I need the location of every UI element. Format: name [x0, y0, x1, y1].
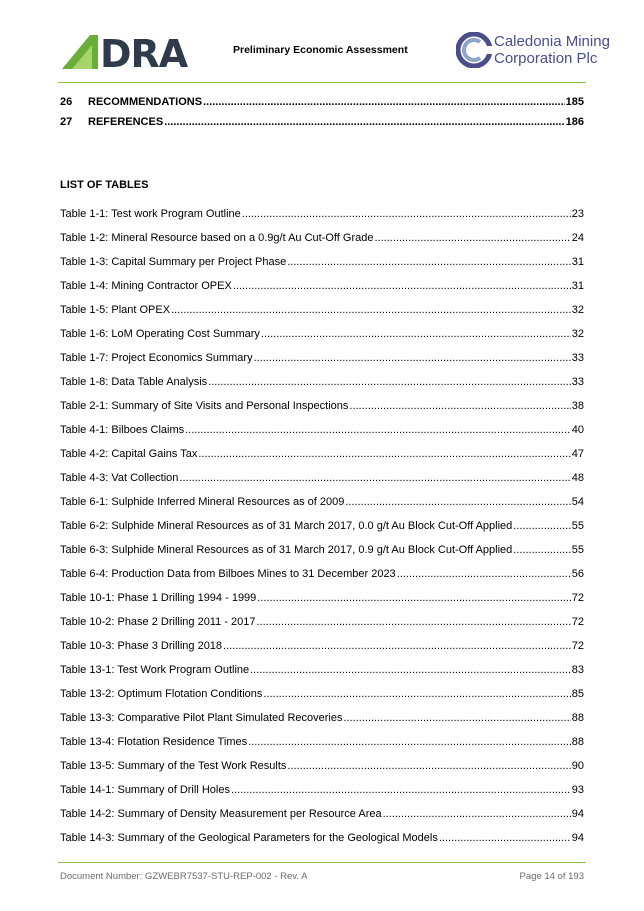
table-entry-label: Table 14-2: Summary of Density Measurement per Resource Area — [60, 808, 382, 820]
table-entry-page: 48 — [571, 472, 584, 484]
table-list-entry[interactable] — [60, 423, 584, 437]
table-list-entry[interactable] — [60, 255, 584, 269]
table-list-entry[interactable] — [60, 543, 584, 557]
toc-leader-dots — [287, 255, 571, 269]
table-entry-label: Table 6-1: Sulphide Inferred Mineral Resources as of 2009 — [60, 496, 345, 508]
toc-leader-dots — [345, 495, 570, 509]
toc-leader-dots — [203, 95, 565, 109]
table-entry-page: 40 — [571, 424, 584, 436]
table-entry-label: Table 10-3: Phase 3 Drilling 2018 — [60, 640, 223, 652]
toc-page-number: 185 — [565, 96, 584, 108]
table-list-entry[interactable] — [60, 303, 584, 317]
toc-page-number: 186 — [565, 116, 584, 128]
toc-leader-dots — [248, 735, 571, 749]
table-entry-page: 72 — [571, 640, 584, 652]
page-number: Page 14 of 193 — [519, 871, 584, 882]
table-list-entry[interactable] — [60, 639, 584, 653]
table-entry-label: Table 1-4: Mining Contractor OPEX — [60, 280, 232, 292]
table-entry-label: Table 13-2: Optimum Flotation Conditions — [60, 688, 263, 700]
table-entry-page: 94 — [571, 808, 584, 820]
toc-section-entry[interactable] — [60, 95, 584, 109]
table-entry-page: 85 — [571, 688, 584, 700]
table-list-entry[interactable] — [60, 615, 584, 629]
caledonia-logo-line1: Caledonia Mining — [494, 33, 610, 50]
toc-leader-dots — [261, 327, 571, 341]
toc-leader-dots — [179, 471, 570, 485]
table-list-entry[interactable] — [60, 807, 584, 821]
table-entry-page: 55 — [571, 520, 584, 532]
toc-section-number: 27 — [60, 116, 73, 128]
table-list-entry[interactable] — [60, 519, 584, 533]
document-number: Document Number: GZWEBR7537-STU-REP-002 - Rev. A — [60, 871, 308, 882]
toc-section-title: REFERENCES — [88, 116, 164, 128]
table-list-entry[interactable] — [60, 735, 584, 749]
table-entry-page: 54 — [571, 496, 584, 508]
toc-leader-dots — [198, 447, 570, 461]
toc-leader-dots — [185, 423, 571, 437]
table-entry-label: Table 14-1: Summary of Drill Holes — [60, 784, 230, 796]
table-entry-page: 31 — [571, 280, 584, 292]
toc-leader-dots — [287, 759, 570, 773]
table-entry-page: 90 — [571, 760, 584, 772]
caledonia-logo-line2: Corporation Plc — [494, 50, 598, 67]
page-header — [0, 0, 644, 80]
table-entry-page: 56 — [571, 568, 584, 580]
table-entry-label: Table 6-4: Production Data from Bilboes Mines to 31 December 2023 — [60, 568, 396, 580]
dra-logo-text: DRA — [100, 33, 188, 69]
table-list-entry[interactable] — [60, 495, 584, 509]
toc-leader-dots — [513, 543, 570, 557]
table-list-entry[interactable] — [60, 567, 584, 581]
dra-logo — [62, 33, 198, 69]
toc-leader-dots — [233, 279, 571, 293]
table-entry-page: 33 — [571, 376, 584, 388]
table-entry-page: 24 — [571, 232, 584, 244]
toc-leader-dots — [171, 303, 571, 317]
table-list-entry[interactable] — [60, 399, 584, 413]
toc-leader-dots — [223, 639, 571, 653]
table-entry-page: 47 — [571, 448, 584, 460]
table-list-entry[interactable] — [60, 831, 584, 845]
toc-leader-dots — [242, 207, 571, 221]
toc-section-title: RECOMMENDATIONS — [88, 96, 203, 108]
table-entry-label: Table 4-2: Capital Gains Tax — [60, 448, 198, 460]
table-list-entry[interactable] — [60, 231, 584, 245]
table-entry-page: 94 — [571, 832, 584, 844]
table-list-entry[interactable] — [60, 711, 584, 725]
table-list-entry[interactable] — [60, 447, 584, 461]
table-entry-label: Table 2-1: Summary of Site Visits and Personal Inspections — [60, 400, 349, 412]
table-entry-label: Table 1-8: Data Table Analysis — [60, 376, 208, 388]
toc-leader-dots — [254, 351, 571, 365]
toc-section-entry[interactable] — [60, 115, 584, 129]
header-divider — [58, 82, 586, 83]
toc-leader-dots — [383, 807, 571, 821]
table-entry-label: Table 1-5: Plant OPEX — [60, 304, 171, 316]
table-entry-page: 55 — [571, 544, 584, 556]
table-list-entry[interactable] — [60, 351, 584, 365]
toc-leader-dots — [397, 567, 571, 581]
table-list-entry[interactable] — [60, 783, 584, 797]
toc-leader-dots — [263, 687, 570, 701]
table-entry-page: 88 — [571, 712, 584, 724]
toc-leader-dots — [349, 399, 570, 413]
toc-leader-dots — [343, 711, 570, 725]
list-of-tables-heading: LIST OF TABLES — [60, 179, 149, 191]
table-list-entry[interactable] — [60, 375, 584, 389]
table-entry-page: 31 — [571, 256, 584, 268]
table-list-entry[interactable] — [60, 207, 584, 221]
table-entry-page: 72 — [571, 592, 584, 604]
table-entry-label: Table 1-1: Test work Program Outline — [60, 208, 241, 220]
toc-leader-dots — [513, 519, 570, 533]
table-list-entry[interactable] — [60, 591, 584, 605]
toc-leader-dots — [256, 615, 570, 629]
table-list-entry[interactable] — [60, 471, 584, 485]
toc-leader-dots — [250, 663, 571, 677]
toc-leader-dots — [164, 115, 564, 129]
table-list-entry[interactable] — [60, 279, 584, 293]
table-entry-label: Table 6-3: Sulphide Mineral Resources as of 31 March 2017, 0.9 g/t Au Block Cut-Off Applied — [60, 544, 513, 556]
footer-divider — [58, 862, 586, 863]
table-list-entry[interactable] — [60, 663, 584, 677]
table-entry-label: Table 1-2: Mineral Resource based on a 0.9g/t Au Cut-Off Grade — [60, 232, 374, 244]
toc-leader-dots — [374, 231, 570, 245]
table-entry-label: Table 1-7: Project Economics Summary — [60, 352, 253, 364]
table-entry-label: Table 1-6: LoM Operating Cost Summary — [60, 328, 260, 340]
table-entry-page: 33 — [571, 352, 584, 364]
table-entry-label: Table 4-1: Bilboes Claims — [60, 424, 185, 436]
toc-leader-dots — [231, 783, 571, 797]
table-entry-label: Table 1-3: Capital Summary per Project Phase — [60, 256, 287, 268]
document-title: Preliminary Economic Assessment — [233, 44, 408, 56]
table-entry-label: Table 4-3: Vat Collection — [60, 472, 179, 484]
table-entry-page: 72 — [571, 616, 584, 628]
table-list-entry[interactable] — [60, 327, 584, 341]
table-list-entry[interactable] — [60, 687, 584, 701]
table-entry-page: 32 — [571, 304, 584, 316]
table-entry-label: Table 13-5: Summary of the Test Work Results — [60, 760, 287, 772]
table-entry-label: Table 13-1: Test Work Program Outline — [60, 664, 250, 676]
table-entry-page: 38 — [571, 400, 584, 412]
caledonia-emblem-icon — [456, 32, 492, 68]
toc-leader-dots — [257, 591, 570, 605]
toc-section-number: 26 — [60, 96, 73, 108]
table-entry-label: Table 13-4: Flotation Residence Times — [60, 736, 248, 748]
toc-leader-dots — [208, 375, 571, 389]
table-entry-page: 32 — [571, 328, 584, 340]
table-entry-page: 83 — [571, 664, 584, 676]
toc-leader-dots — [439, 831, 571, 845]
table-entry-label: Table 14-3: Summary of the Geological Parameters for the Geological Models — [60, 832, 438, 844]
table-entry-label: Table 10-1: Phase 1 Drilling 1994 - 1999 — [60, 592, 257, 604]
table-list-entry[interactable] — [60, 759, 584, 773]
caledonia-logo — [456, 30, 610, 70]
table-entry-page: 93 — [571, 784, 584, 796]
table-entry-page: 88 — [571, 736, 584, 748]
table-entry-label: Table 10-2: Phase 2 Drilling 2011 - 2017 — [60, 616, 256, 628]
table-entry-page: 23 — [571, 208, 584, 220]
table-entry-label: Table 6-2: Sulphide Mineral Resources as of 31 March 2017, 0.0 g/t Au Block Cut-Off Applied — [60, 520, 513, 532]
table-entry-label: Table 13-3: Comparative Pilot Plant Simulated Recoveries — [60, 712, 343, 724]
